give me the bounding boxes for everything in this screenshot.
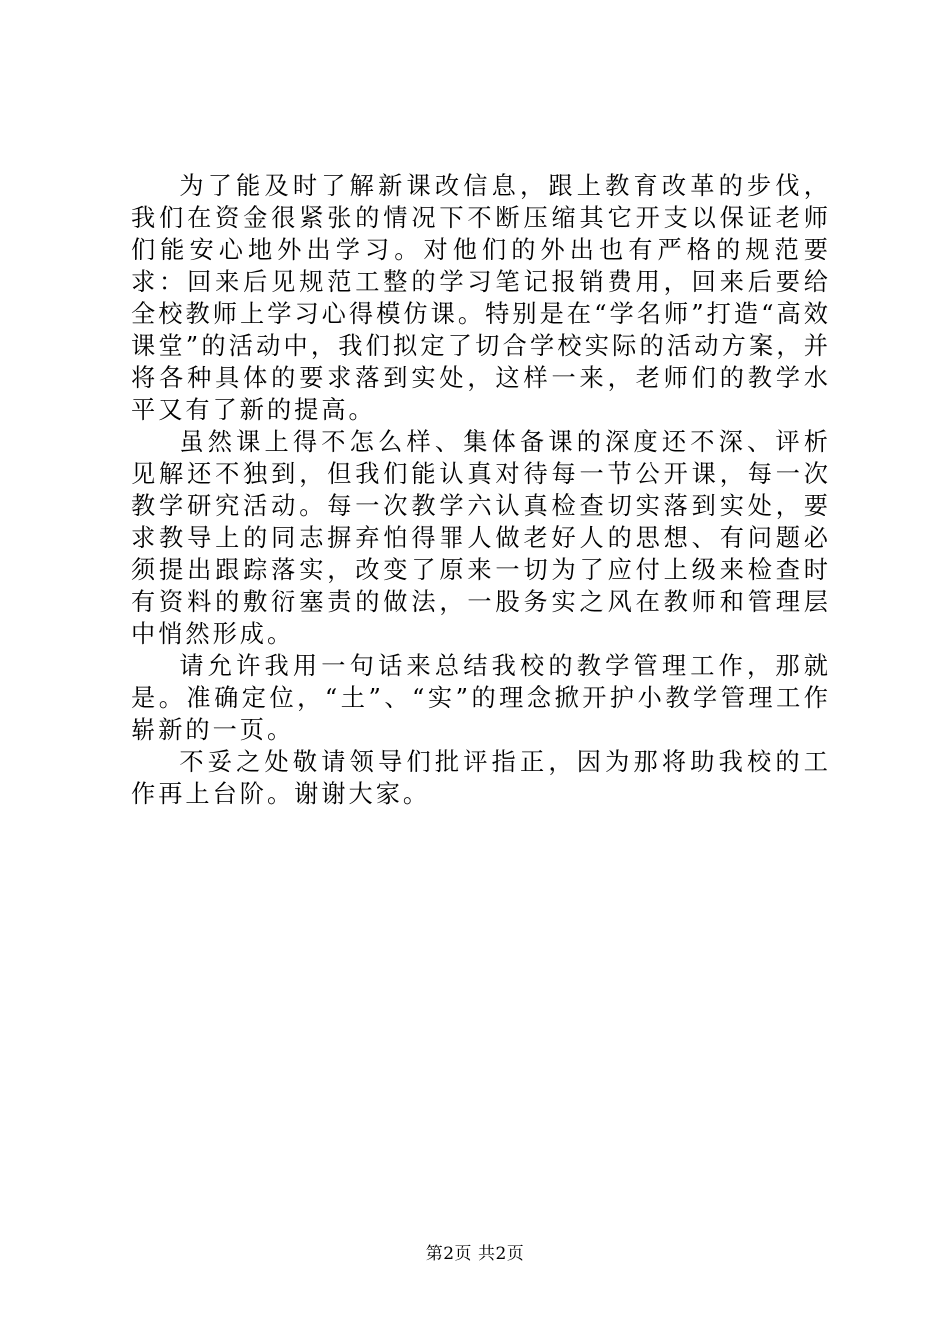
paragraph-1: 为了能及时了解新课改信息，跟上教育改革的步伐，我们在资金很紧张的情况下不断压缩其它开支以保证老师们能安心地外出学习。对他们的外出也有严格的规范要求：回来后见规范工整的学习笔记报销费用，回来后要给全校教师上学习心得模仿课。特别是在“学名师”打造“高效课堂”的活动中，我们拟定了切合学校实际的活动方案，并将各种具体的要求落到实处，这样一来，老师们的教学水平又有了新的提高。: [131, 172, 831, 424]
paragraph-3: 请允许我用一句话来总结我校的教学管理工作，那就是。准确定位，“土”、“实”的理念掀开护小教学管理工作崭新的一页。: [131, 652, 831, 744]
document-body: [131, 170, 831, 810]
paragraph-2: 虽然课上得不怎么样、集体备课的深度还不深、评析见解还不独到，但我们能认真对待每一节公开课，每一次教学研究活动。每一次教学六认真检查切实落到实处，要求教导上的同志摒弃怕得罪人做老好人的思想、有问题必须提出跟踪落实，改变了原来一切为了应付上级来检查时有资料的敷衍塞责的做法，一股务实之风在教师和管理层中悄然形成。: [131, 428, 831, 648]
page-number-footer: 第2页 共2页: [425, 1244, 525, 1264]
paragraph-4: 不妥之处敬请领导们批评指正，因为那将助我校的工作再上台阶。谢谢大家。: [131, 748, 831, 808]
